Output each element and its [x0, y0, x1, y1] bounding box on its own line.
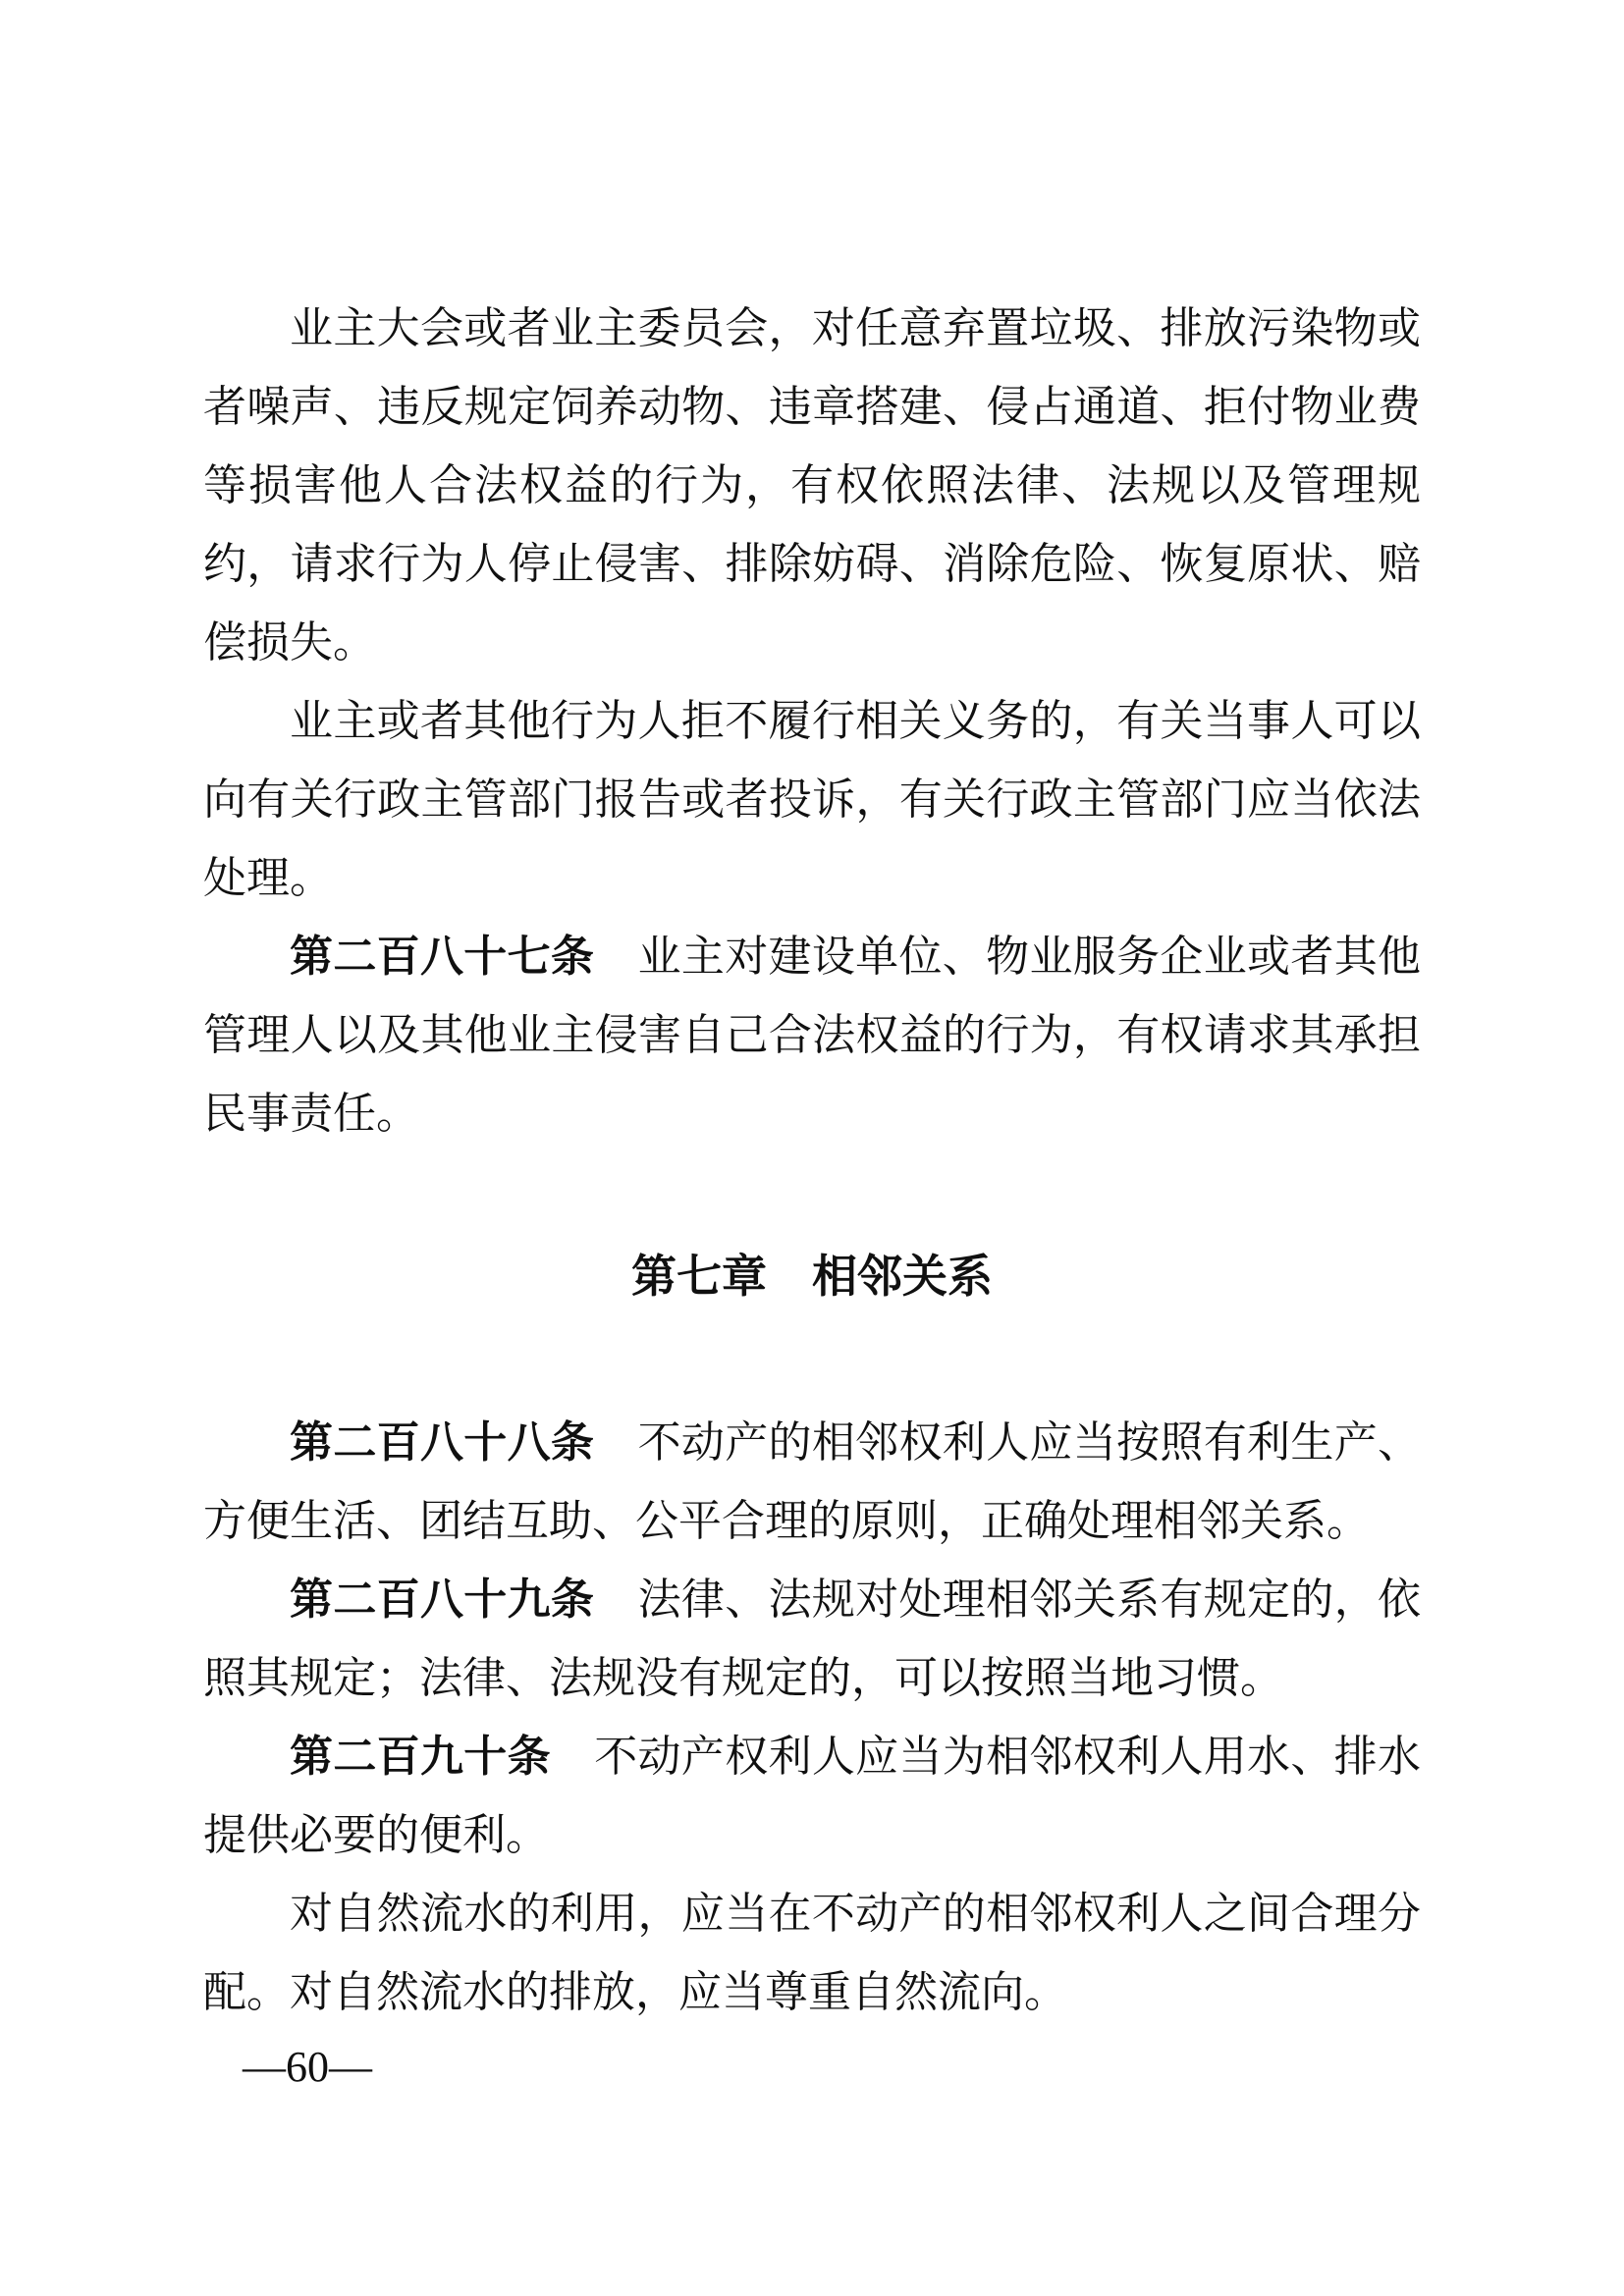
article-289-text: 法律、法规对处理相邻关系有规定的，依照其规定；法律、法规没有规定的，可以按照当地习惯。	[203, 1575, 1422, 1702]
article-288-text: 不动产的相邻权利人应当按照有利生产、方便生活、团结互助、公平合理的原则，正确处理相邻关系。	[203, 1418, 1422, 1545]
paragraph-refusal-duty: 业主或者其他行为人拒不履行相关义务的，有关当事人可以向有关行政主管部门报告或者投诉，有关行政主管部门应当依法处理。	[203, 697, 1421, 902]
paragraph-article-287	[203, 918, 1421, 1153]
article-288-number: 第二百八十八条	[290, 1418, 595, 1467]
article-289-number: 第二百八十九条	[290, 1575, 595, 1624]
article-290-text: 不动产权利人应当为相邻权利人用水、排水提供必要的便利。	[203, 1733, 1422, 1859]
document-body	[203, 290, 1421, 2032]
paragraph-natural-water: 对自然流水的利用，应当在不动产的相邻权利人之间合理分配。对自然流水的排放，应当尊重自然流向。	[203, 1890, 1421, 2016]
paragraph-article-288	[203, 1404, 1421, 1561]
page-number: —60—	[243, 2043, 372, 2091]
article-287-number: 第二百八十七条	[290, 933, 595, 981]
article-287-text: 业主对建设单位、物业服务企业或者其他管理人以及其他业主侵害自己合法权益的行为，有权请求其承担民事责任。	[203, 933, 1422, 1138]
paragraph-owners-assembly: 业主大会或者业主委员会，对任意弃置垃圾、排放污染物或者噪声、违反规定饲养动物、违章搭建、侵占通道、拒付物业费等损害他人合法权益的行为，有权依照法律、法规以及管理规约，请求行为人停止侵害、排除妨碍、消除危险、恢复原状、赔偿损失。	[203, 304, 1421, 667]
chapter-heading: 第七章 相邻关系	[631, 1251, 993, 1302]
paragraph-article-289	[203, 1561, 1421, 1718]
paragraph-article-290	[203, 1718, 1421, 1875]
article-290-number: 第二百九十条	[290, 1733, 551, 1781]
